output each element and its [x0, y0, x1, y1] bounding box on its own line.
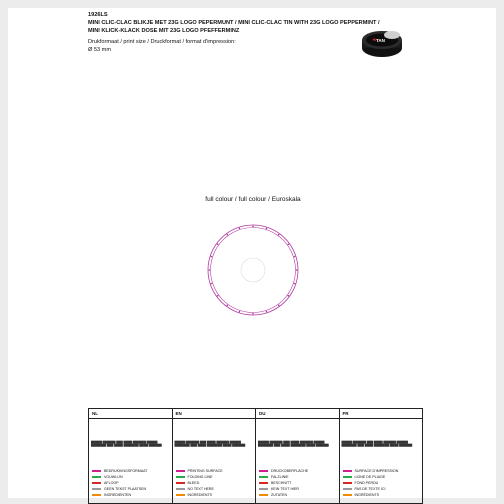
print-sheet [8, 8, 496, 498]
legend-column-en [173, 409, 257, 503]
notch-mark [296, 269, 298, 271]
notch-mark [266, 311, 268, 313]
legend-row-en-1: PRINTING SURFACE [176, 469, 223, 473]
legend-row-fr-5: INGRÉDIENTS [343, 493, 380, 497]
notch-mark [252, 226, 254, 228]
lid-print-area [198, 215, 308, 325]
legend-row-fr-2: LIGNE DE PLIAGE [343, 475, 386, 479]
legend-code-en: EN [173, 409, 256, 419]
notch-mark [239, 228, 241, 230]
notch-mark [294, 283, 296, 285]
legend-row-fr-1: SURFACE D'IMPRESSION [343, 469, 399, 473]
notch-mark [288, 244, 290, 246]
legend-column-nl [89, 409, 173, 503]
legend-row-nl-4: GEEN TEKST PLAATSEN [92, 487, 146, 491]
legend-row-en-2: FOLDING LINE [176, 475, 213, 479]
legend-row-nl-3: AFLOOP [92, 481, 119, 485]
legend-column-du [256, 409, 340, 503]
notch-mark [217, 295, 219, 297]
notch-mark [227, 305, 229, 307]
notch-mark [239, 311, 241, 313]
bleed-circle [208, 225, 298, 315]
legend-code-du: DU [256, 409, 339, 419]
legend-row-fr-3: FOND PERDU [343, 481, 379, 485]
legend-note-fr: ▇▇▇▇▇ ▇▇▇▇▇▇ ▇▇▇ ▇▇▇▇ ▇▇▇▇▇▇ ▇▇▇▇▇ ▇▇▇▇▇▇▇ ▇▇▇ ▇▇▇▇ ▇▇▇▇▇▇▇ ▇▇▇▇ ▇▇▇▇▇▇ [341, 440, 413, 448]
legend-row-nl-2: VOUWLIJN [92, 475, 123, 479]
notch-mark [278, 305, 280, 307]
legend-note-nl: ▇▇▇▇▇ ▇▇▇▇▇▇ ▇▇▇ ▇▇▇▇ ▇▇▇▇▇▇ ▇▇▇▇▇ ▇▇▇▇▇▇▇ ▇▇▇ ▇▇▇▇ ▇▇▇▇▇▇▇ ▇▇▇▇ ▇▇▇▇▇▇ [91, 440, 162, 448]
notch-mark [252, 313, 254, 315]
legend-note-du: ▇▇▇▇▇ ▇▇▇▇▇▇ ▇▇▇ ▇▇▇▇ ▇▇▇▇▇▇ ▇▇▇▇▇ ▇▇▇▇▇▇▇ ▇▇▇ ▇▇▇▇ ▇▇▇▇▇▇▇ ▇▇▇▇ ▇▇▇▇▇▇ [258, 440, 329, 448]
legend-row-en-4: NO TEXT HERE [176, 487, 214, 491]
legend-row-du-3: BESCHNITT [259, 481, 291, 485]
legend-row-du-5: ZUTATEN [259, 493, 287, 497]
legend-row-en-5: INGREDIENTS [176, 493, 213, 497]
notch-mark [294, 256, 296, 258]
legend-note-en: ▇▇▇▇▇ ▇▇▇▇▇▇ ▇▇▇ ▇▇▇▇ ▇▇▇▇▇▇ ▇▇▇▇▇ ▇▇▇▇▇▇▇ ▇▇▇ ▇▇▇▇ ▇▇▇▇▇▇▇ ▇▇▇▇ ▇▇▇▇▇▇ [174, 440, 246, 448]
center-marker [241, 258, 265, 282]
legend-code-fr: FR [340, 409, 423, 419]
notch-mark [266, 228, 268, 230]
print-circle [211, 228, 296, 313]
notch-marks [209, 226, 298, 315]
notch-mark [227, 234, 229, 236]
legend-table [88, 408, 423, 504]
thumbnail-logo-text: TAN [376, 38, 385, 43]
notch-mark [211, 283, 213, 285]
legend-row-du-2: FALZLINIE [259, 475, 289, 479]
product-thumbnail [358, 26, 404, 60]
product-title-line-1: MINI CLIC-CLAC BLIKJE MET 23G LOGO PEPERMUNT / MINI CLIC-CLAC TIN WITH 23G LOGO PEPPERMINT / [88, 20, 380, 26]
print-size-label: Drukformaat / print size / Druckformat / format d'impression: [88, 39, 236, 45]
legend-row-fr-4: PAS DE TEXTE ICI [343, 487, 386, 491]
product-code: 1926LS [88, 12, 108, 18]
notch-mark [211, 256, 213, 258]
legend-row-du-4: KEIN TEXT HIER [259, 487, 299, 491]
notch-mark [209, 269, 211, 271]
colour-label: full colour / full colour / Euroskala [205, 196, 301, 203]
notch-mark [278, 234, 280, 236]
legend-row-en-3: BLEED [176, 481, 200, 485]
print-size-value: Ø 53 mm [88, 47, 112, 53]
legend-code-nl: NL [89, 409, 172, 419]
product-header [88, 11, 380, 54]
legend-row-du-1: DRUCKOBERFLÄCHE [259, 469, 308, 473]
legend-row-nl-1: BEDRUKKINGSFORMAAT [92, 469, 147, 473]
notch-mark [217, 244, 219, 246]
product-title-line-2: MINI KLICK-KLACK DOSE MIT 23G LOGO PFEFFERMINZ [88, 28, 240, 34]
legend-row-nl-5: INGREDIËNTEN [92, 493, 131, 497]
notch-mark [288, 295, 290, 297]
legend-column-fr [340, 409, 423, 503]
